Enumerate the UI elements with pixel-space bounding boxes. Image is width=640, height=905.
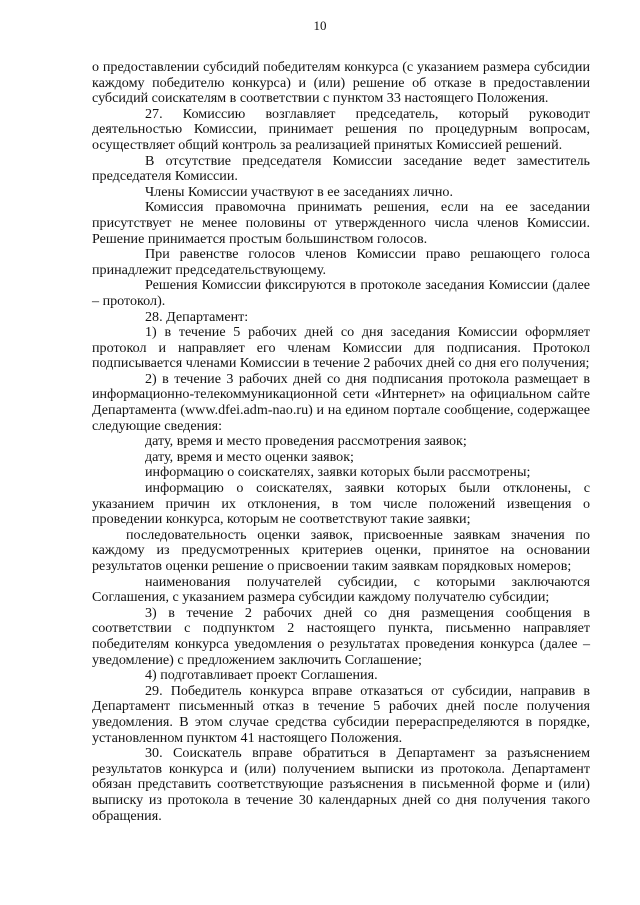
page-number: 10	[313, 18, 327, 33]
paragraph: Решения Комиссии фиксируются в протоколе заседания Комиссии (далее – протокол).	[92, 277, 590, 309]
paragraph: 27. Комиссию возглавляет председатель, который руководит деятельностью Комиссии, принимает решения по процедурным вопросам, осуществляет общий контроль за реализацией принятых Комиссией решений.	[92, 105, 590, 153]
document-body	[92, 60, 590, 824]
paragraph: 29. Победитель конкурса вправе отказаться от субсидии, направив в Департамент письменный отказ в течение 5 рабочих дней после получения уведомления. В этом случае средства субсидии перераспределяются в порядке, установленном пунктом 41 настоящего Положения.	[92, 682, 590, 746]
paragraph: информацию о соискателях, заявки которых были рассмотрены;	[145, 464, 531, 481]
paragraph: 4) подготавливает проект Соглашения.	[145, 667, 378, 684]
paragraph: о предоставлении субсидий победителям конкурса (с указанием размера субсидии каждому победителю конкурса) и (или) решение об отказе в предоставлении субсидий соискателям в соответствии с пунктом 33 настоящего Положения.	[92, 59, 590, 107]
paragraph: дату, время и место оценки заявок;	[145, 448, 354, 465]
paragraph: 28. Департамент:	[145, 308, 249, 325]
paragraph: 3) в течение 2 рабочих дней со дня размещения сообщения в соответствии с подпунктом 2 настоящего пункта, письменно направляет победителям конкурса уведомления о результатах проведения конкурса (далее – уведомление) с предложением заключить Соглашение;	[92, 604, 590, 668]
paragraph: При равенстве голосов членов Комиссии право решающего голоса принадлежит председательствующему.	[92, 246, 590, 278]
paragraph: информацию о соискателях, заявки которых были отклонены, с указанием причин их отклонения, в том числе положений извещения о проведении конкурса, которым не соответствуют такие заявки;	[92, 480, 590, 528]
paragraph: дату, время и место проведения рассмотрения заявок;	[145, 433, 467, 450]
paragraph: 1) в течение 5 рабочих дней со дня заседания Комиссии оформляет протокол и направляет его членам Комиссии для подписания. Протокол подписывается членами Комиссии в течение 2 рабочих дней со дня его получения;	[92, 324, 590, 372]
paragraph: 30. Соискатель вправе обратиться в Департамент за разъяснением результатов конкурса и (или) получением выписки из протокола. Департамент обязан представить соответствующие разъяснения в письменной форме и (или) выписку из протокола в течение 30 календарных дней со дня получения такого обращения.	[92, 745, 590, 824]
paragraph: В отсутствие председателя Комиссии заседание ведет заместитель председателя Комиссии.	[92, 152, 590, 185]
paragraph: Члены Комиссии участвуют в ее заседаниях лично.	[145, 183, 453, 200]
paragraph: наименования получателей субсидии, с которыми заключаются Соглашения, с указанием размера субсидии каждому получателю субсидии;	[92, 573, 590, 606]
paragraph: последовательность оценки заявок, присвоенные заявкам значения по каждому из предусмотренных критериев оценки, принятое на основании результатов оценки решение о присвоении таким заявкам порядковых номеров;	[92, 526, 590, 574]
paragraph: 2) в течение 3 рабочих дней со дня подписания протокола размещает в информационно-телекоммуникационной сети «Интернет» на официальном сайте Департамента (www.dfei.adm-nao.ru) и на едином портале сообщение, содержащее следующие сведения:	[92, 370, 590, 434]
paragraph: Комиссия правомочна принимать решения, если на ее заседании присутствует не менее половины от утвержденного числа членов Комиссии. Решение принимается простым большинством голосов.	[92, 199, 590, 247]
